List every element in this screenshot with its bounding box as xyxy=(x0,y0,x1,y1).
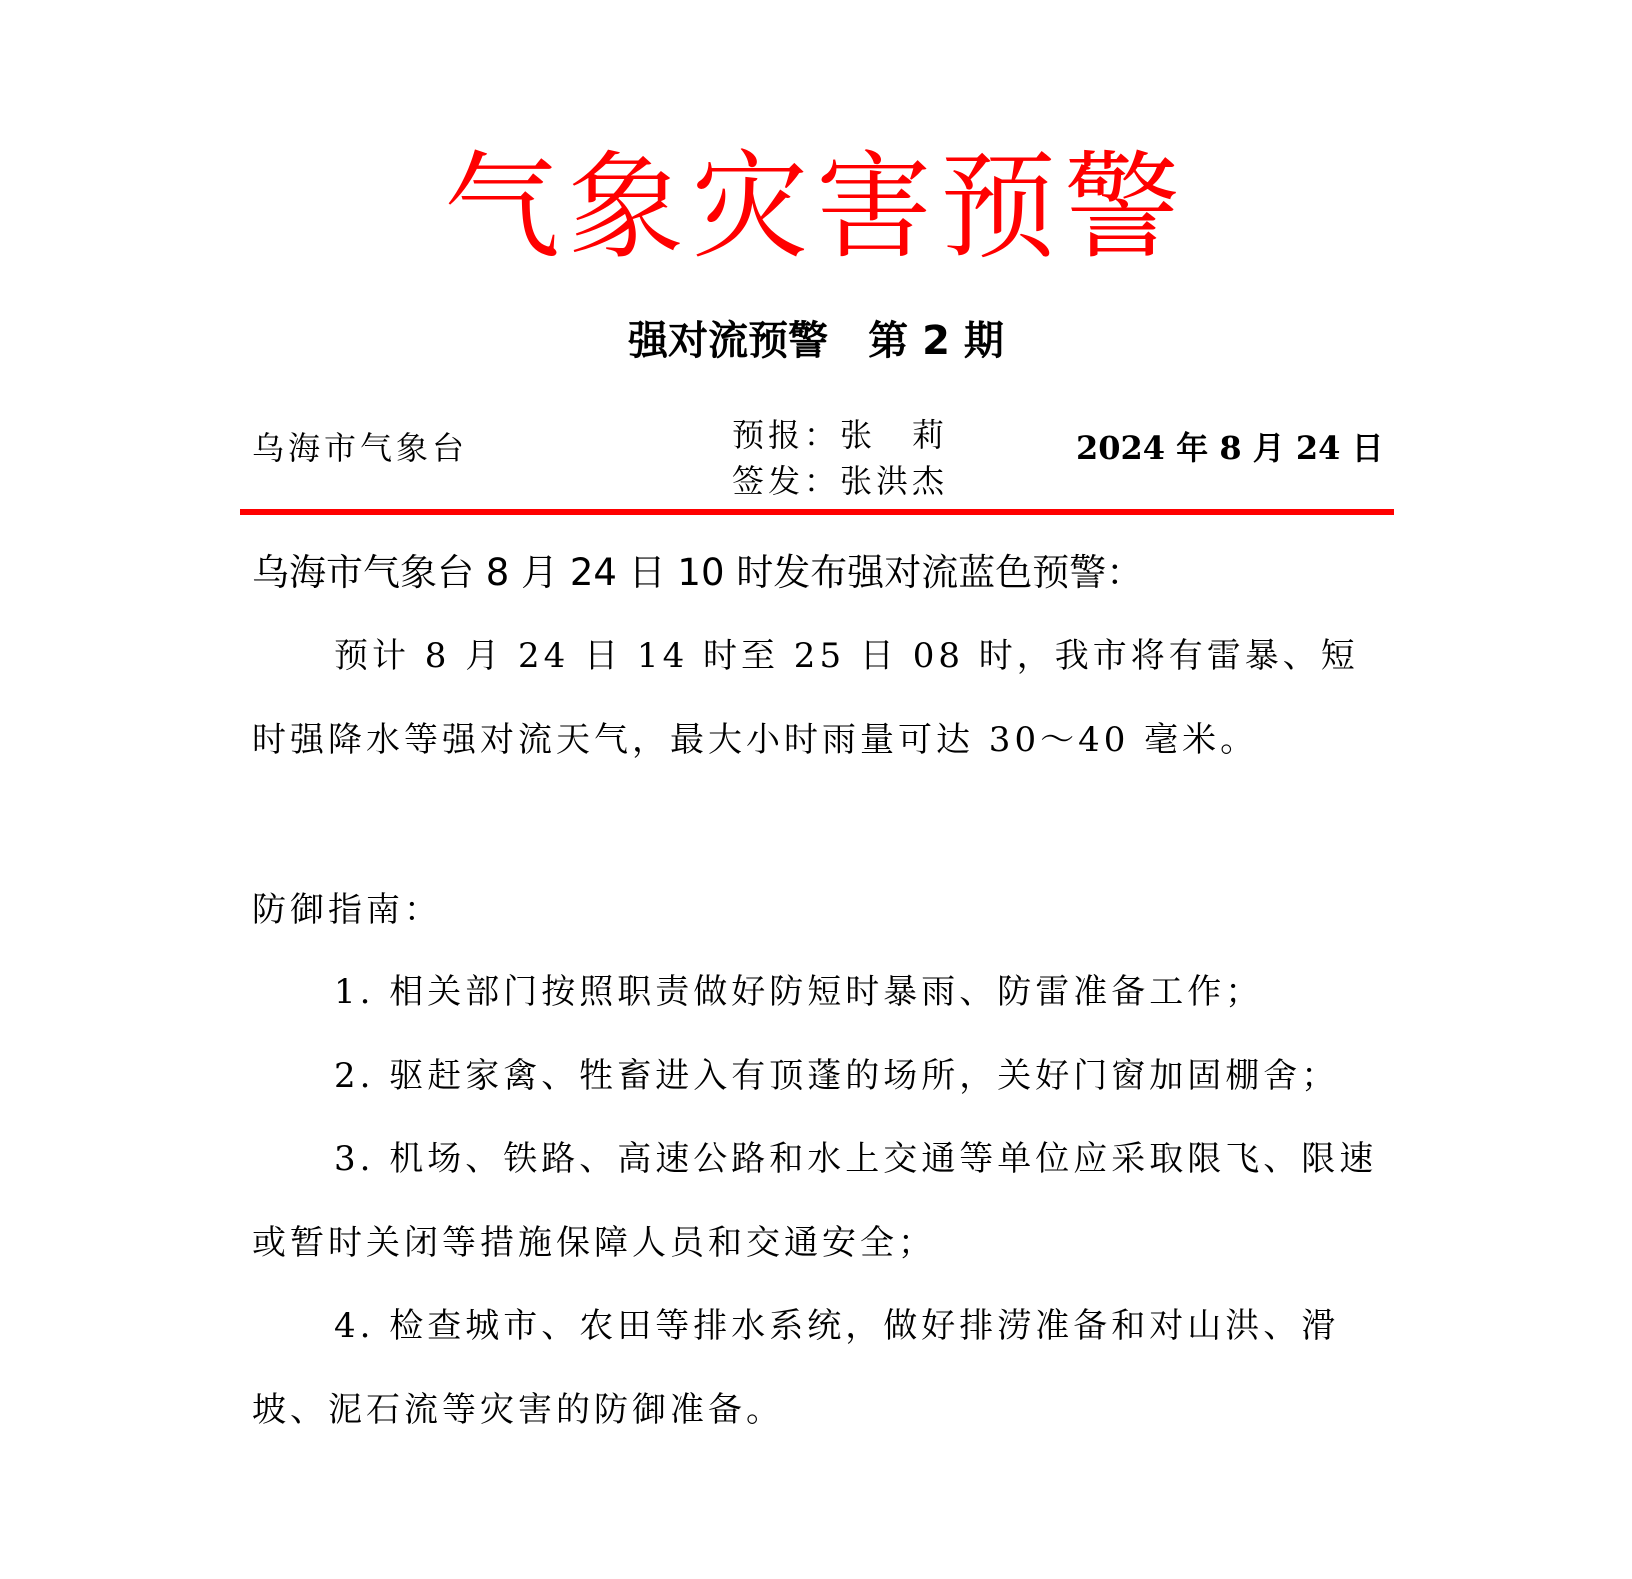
forecast-label: 预报： xyxy=(732,416,841,454)
issuing-office: 乌海市气象台 xyxy=(252,429,469,467)
signer-name: 张洪杰 xyxy=(840,462,949,500)
guide-heading: 防御指南： xyxy=(252,890,442,930)
red-divider xyxy=(240,509,1394,515)
forecaster-name: 张 莉 xyxy=(840,416,949,454)
masthead-title: 气象灾害预警 xyxy=(444,140,1188,275)
guide-item: 4. 检查城市、农田等排水系统，做好排涝准备和对山洪、滑坡、泥石流等灾害的防御准备。 xyxy=(252,1306,1340,1430)
forecaster-row xyxy=(732,412,948,458)
guide-item: 1. 相关部门按照职责做好防短时暴雨、防雷准备工作； xyxy=(334,972,1264,1012)
guide-item: 3. 机场、铁路、高速公路和水上交通等单位应采取限飞、限速或暂时关闭等措施保障人员和交通安全； xyxy=(252,1139,1378,1263)
guide-item: 2. 驱赶家禽、牲畜进入有顶蓬的场所，关好门窗加固棚舍； xyxy=(334,1056,1340,1096)
sign-label: 签发： xyxy=(732,462,841,500)
warning-headline: 乌海市气象台 8 月 24 日 10 时发布强对流蓝色预警： xyxy=(252,551,1144,594)
staff-block xyxy=(732,412,948,504)
forecast-paragraph: 预计 8 月 24 日 14 时至 25 日 08 时，我市将有雷暴、短时强降水等强对流天气，最大小时雨量可达 30～40 毫米。 xyxy=(252,636,1359,760)
issue-date: 2024 年 8 月 24 日 xyxy=(1076,429,1384,467)
signer-row xyxy=(732,458,948,504)
bulletin-subtitle: 强对流预警 第 2 期 xyxy=(628,318,1004,364)
